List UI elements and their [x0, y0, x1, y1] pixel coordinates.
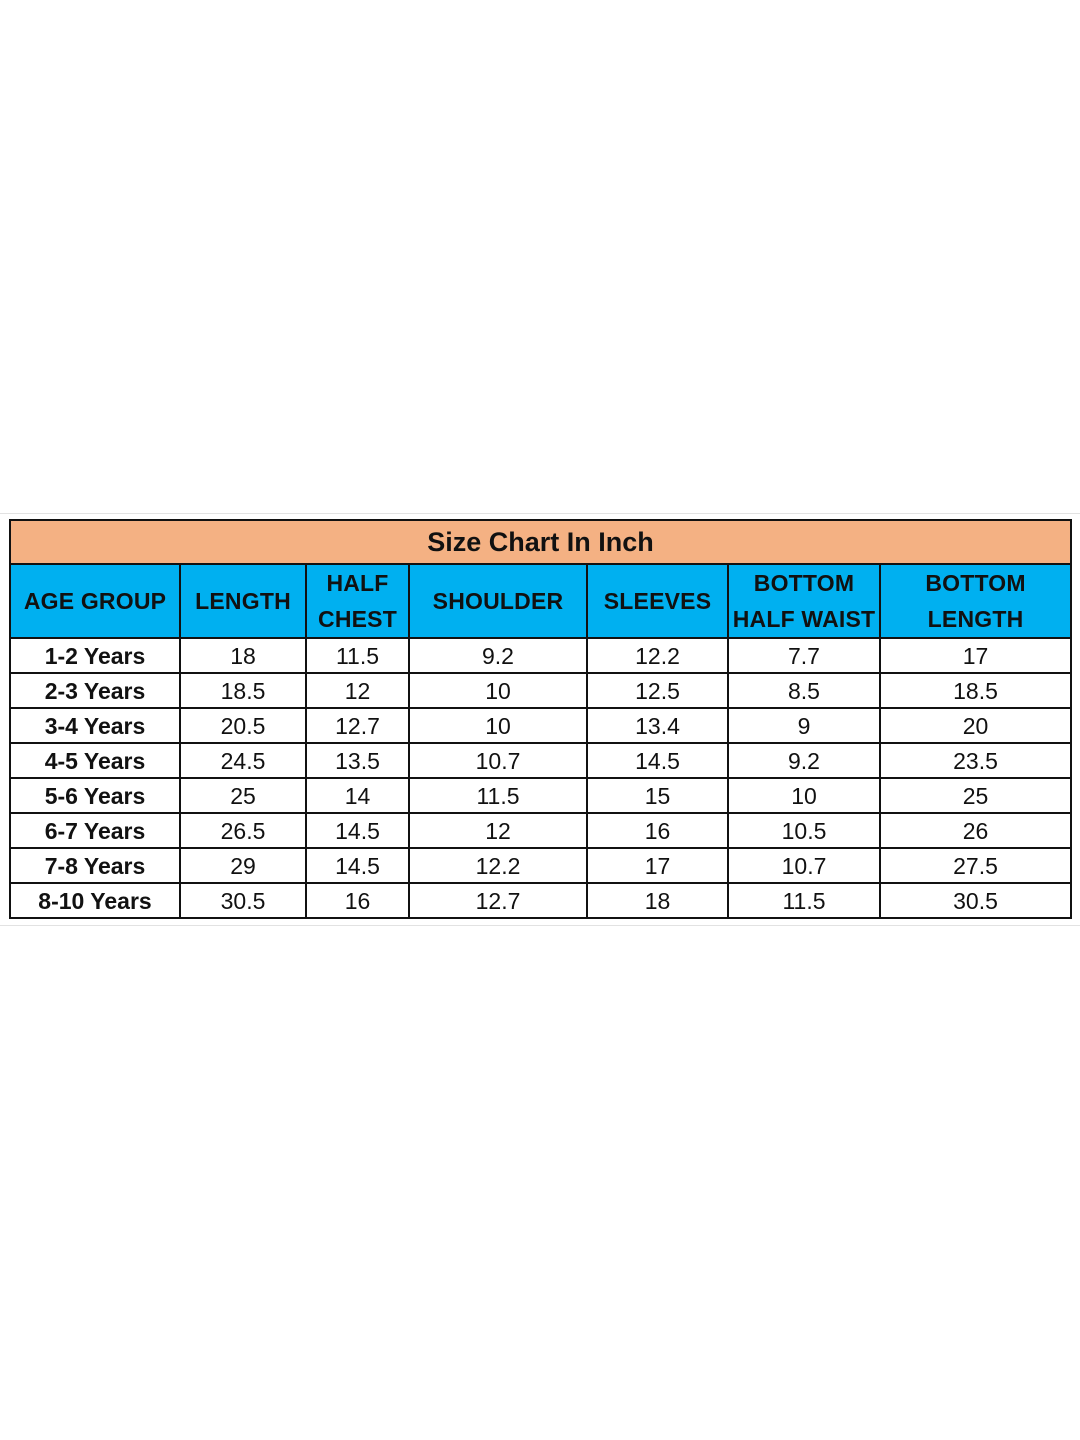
- measurement-cell-half-chest: 16: [306, 883, 409, 918]
- size-chart-sheet: [9, 519, 1070, 919]
- measurement-cell-bottom-length: 20: [880, 708, 1071, 743]
- measurement-cell-bottom-length: 30.5: [880, 883, 1071, 918]
- measurement-cell-shoulder: 12.2: [409, 848, 587, 883]
- measurement-cell-length: 29: [180, 848, 306, 883]
- table-row: [10, 638, 1071, 673]
- measurement-cell-length: 25: [180, 778, 306, 813]
- table-row: [10, 778, 1071, 813]
- measurement-cell-bottom-half-waist: 10.5: [728, 813, 880, 848]
- age-group-cell: 2-3 Years: [10, 673, 180, 708]
- table-title: Size Chart In Inch: [10, 520, 1071, 564]
- measurement-cell-bottom-half-waist: 11.5: [728, 883, 880, 918]
- table-row: [10, 883, 1071, 918]
- measurement-cell-length: 30.5: [180, 883, 306, 918]
- column-header-age-group: [10, 564, 180, 638]
- measurement-cell-sleeves: 12.2: [587, 638, 728, 673]
- age-group-cell: 4-5 Years: [10, 743, 180, 778]
- measurement-cell-length: 18.5: [180, 673, 306, 708]
- measurement-cell-sleeves: 13.4: [587, 708, 728, 743]
- age-group-cell: 3-4 Years: [10, 708, 180, 743]
- measurement-cell-length: 26.5: [180, 813, 306, 848]
- measurement-cell-shoulder: 10: [409, 673, 587, 708]
- measurement-cell-shoulder: 10.7: [409, 743, 587, 778]
- column-header-sleeves: [587, 564, 728, 638]
- measurement-cell-sleeves: 17: [587, 848, 728, 883]
- measurement-cell-bottom-half-waist: 8.5: [728, 673, 880, 708]
- table-row: [10, 743, 1071, 778]
- age-group-cell: 7-8 Years: [10, 848, 180, 883]
- age-group-cell: 1-2 Years: [10, 638, 180, 673]
- measurement-cell-bottom-half-waist: 9: [728, 708, 880, 743]
- measurement-cell-bottom-length: 18.5: [880, 673, 1071, 708]
- measurement-cell-bottom-half-waist: 10.7: [728, 848, 880, 883]
- measurement-cell-length: 20.5: [180, 708, 306, 743]
- measurement-cell-bottom-length: 26: [880, 813, 1071, 848]
- measurement-cell-shoulder: 11.5: [409, 778, 587, 813]
- measurement-cell-length: 18: [180, 638, 306, 673]
- measurement-cell-bottom-length: 17: [880, 638, 1071, 673]
- age-group-cell: 6-7 Years: [10, 813, 180, 848]
- title-row: [10, 520, 1071, 564]
- measurement-cell-sleeves: 18: [587, 883, 728, 918]
- measurement-cell-length: 24.5: [180, 743, 306, 778]
- measurement-cell-sleeves: 15: [587, 778, 728, 813]
- table-row: [10, 708, 1071, 743]
- measurement-cell-half-chest: 12: [306, 673, 409, 708]
- measurement-cell-sleeves: 12.5: [587, 673, 728, 708]
- measurement-cell-bottom-length: 23.5: [880, 743, 1071, 778]
- measurement-cell-shoulder: 10: [409, 708, 587, 743]
- measurement-cell-bottom-length: 25: [880, 778, 1071, 813]
- size-chart-table: [9, 519, 1072, 919]
- column-header-line: BOTTOM: [925, 570, 1026, 596]
- column-header-bottom-length: [880, 564, 1071, 638]
- table-row: [10, 673, 1071, 708]
- column-header-line: SHOULDER: [432, 588, 564, 614]
- table-row: [10, 813, 1071, 848]
- measurement-cell-bottom-half-waist: 7.7: [728, 638, 880, 673]
- measurement-cell-half-chest: 14: [306, 778, 409, 813]
- column-header-line: LENGTH: [195, 588, 291, 614]
- measurement-cell-bottom-half-waist: 9.2: [728, 743, 880, 778]
- measurement-cell-shoulder: 12: [409, 813, 587, 848]
- measurement-cell-half-chest: 14.5: [306, 848, 409, 883]
- column-header-bottom-half-waist: [728, 564, 880, 638]
- column-header-line: HALF WAIST: [732, 606, 876, 632]
- measurement-cell-bottom-length: 27.5: [880, 848, 1071, 883]
- column-header-length: [180, 564, 306, 638]
- measurement-cell-sleeves: 16: [587, 813, 728, 848]
- measurement-cell-half-chest: 11.5: [306, 638, 409, 673]
- column-header-line: CHEST: [318, 606, 397, 632]
- measurement-cell-half-chest: 14.5: [306, 813, 409, 848]
- measurement-cell-bottom-half-waist: 10: [728, 778, 880, 813]
- column-header-line: SLEEVES: [603, 588, 712, 614]
- column-header-line: BOTTOM: [753, 570, 855, 596]
- age-group-cell: 5-6 Years: [10, 778, 180, 813]
- measurement-cell-half-chest: 13.5: [306, 743, 409, 778]
- header-row: [10, 564, 1071, 638]
- measurement-cell-sleeves: 14.5: [587, 743, 728, 778]
- column-header-line: AGE GROUP: [23, 588, 167, 614]
- column-header-shoulder: [409, 564, 587, 638]
- measurement-cell-shoulder: 9.2: [409, 638, 587, 673]
- measurement-cell-shoulder: 12.7: [409, 883, 587, 918]
- gridline-top: [0, 513, 1080, 514]
- column-header-half-chest: [306, 564, 409, 638]
- column-header-line: LENGTH: [927, 606, 1024, 632]
- table-row: [10, 848, 1071, 883]
- measurement-cell-half-chest: 12.7: [306, 708, 409, 743]
- column-header-line: HALF: [326, 570, 389, 596]
- gridline-bottom: [0, 925, 1080, 926]
- age-group-cell: 8-10 Years: [10, 883, 180, 918]
